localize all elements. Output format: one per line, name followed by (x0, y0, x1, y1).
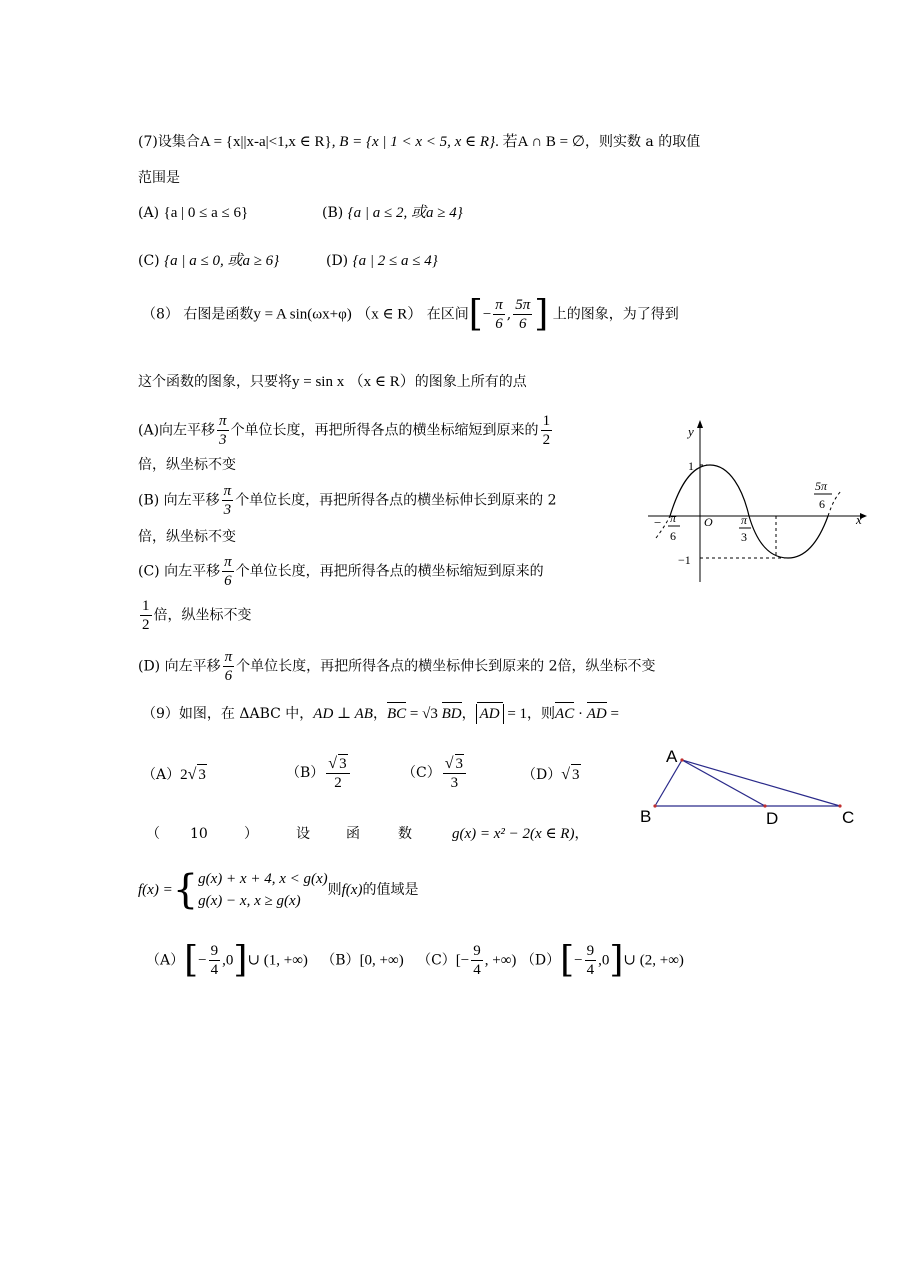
q7-option-c (138, 251, 279, 271)
q7-option-b-label: (B) (322, 205, 344, 221)
q7-stem (138, 132, 700, 152)
q7-option-d-label: (D) (326, 253, 349, 269)
q9-option-b: （B） $\frac{√ 3}{2}$ (286, 754, 352, 792)
left-tick-den: 6 (670, 529, 676, 543)
right-tick-num: 5π (815, 479, 828, 493)
q10-word1: 设 (296, 826, 310, 842)
q7-option-c-text: {a | a ≤ 0, 或a ≥ 6} (164, 253, 280, 269)
x-axis-label: x (856, 512, 862, 527)
left-tick-num: π (670, 511, 677, 525)
point-d-label: D (766, 809, 779, 828)
q10-gdef: g(x) = x² − 2(x ∈ R)， (452, 826, 589, 842)
q7-line2: 范围是 (138, 170, 180, 186)
q9-stem: （9）如图，在 ΔABC 中，AD ⊥ AB，BC = √3 BD， AD = 1，则AC · AD = (142, 706, 619, 722)
q8-text1: 右图是函数 (183, 306, 254, 323)
q8-right-bracket: ] (534, 293, 549, 335)
q9-vec-bc: BC (386, 706, 407, 722)
q8-option-b: (B) 向左平移 $\frac{\pi}{3}$ 个单位长度，再把所得各点的横坐标伸长到原来的 2 (138, 483, 557, 518)
q10-fdef: f(x) ={ g(x) + x + 4, x < g(x) g(x) − x, x ≥ g(x) 则f(x)的值域是 (138, 867, 419, 913)
q10-options: （A）[− $\frac{9}{4}$ ,0]∪ (1, +∞) （B）[0, +∞) （C）[− $\frac{9}{4}$ , +∞) （D）[− $\frac{9}{4}$ ,0]∪ (2, +∞) (146, 939, 684, 981)
q7-option-c-label: (C) (138, 253, 160, 269)
q8-line2-a: 这个函数的图象，只要将 (138, 374, 292, 390)
q8-line2-func: y = sin x (292, 374, 345, 390)
q8-text3: 上的图象，为了得到 (552, 306, 679, 323)
q7-setB: , B = {x | 1 < x < 5, x ∈ R} (331, 134, 496, 150)
q9-option-d: （D）√ 3 (522, 766, 580, 783)
q7-prefix: (7)设集合 (138, 134, 200, 150)
q10-cases: g(x) + x + 4, x < g(x) g(x) − x, x ≥ g(x) (198, 871, 328, 909)
q9-vec-ac: AC (555, 706, 575, 722)
vertex-c-label: C (842, 808, 855, 827)
y-axis-label: y (688, 424, 694, 439)
q7-option-a (138, 203, 248, 223)
mid-tick-den: 3 (741, 530, 747, 544)
q10-option-a-label: （A） (146, 952, 185, 969)
q7-option-a-text: {a | 0 ≤ a ≤ 6} (163, 205, 249, 221)
q10-option-d-label: （D） (520, 952, 561, 969)
q7-option-d (326, 251, 438, 271)
left-minus: − (654, 515, 662, 530)
vertex-b-label: B (640, 807, 652, 826)
q8-function: y = A sin(ωx+φ) (253, 306, 352, 323)
q8-domain: （x ∈ R） (356, 306, 423, 323)
q7-tail: ，则实数 a 的取值 (584, 134, 701, 150)
q10-f-label: f(x) = (138, 882, 173, 898)
q7-setA: A = {x||x-a|<1,x ∈ R} (199, 134, 332, 150)
q8-line2-domain: （x ∈ R） (348, 374, 415, 390)
q9-perp: AD ⊥ AB (313, 706, 373, 722)
q8-option-b-end: 倍，纵坐标不变 (138, 529, 236, 545)
q7-option-b (322, 203, 463, 223)
q8-line2 (138, 372, 527, 392)
y-axis-arrow (697, 420, 703, 428)
q8-interval-left: $\frac{\pi}{6}$ (495, 297, 503, 332)
q10-p1: （ (146, 826, 160, 842)
segment-ad (682, 760, 765, 806)
q8-stem: （8） 右图是函数y = A sin(ωx+φ) （x ∈ R） 在区间[− $\frac{\pi}{6}$ , $\frac{5\pi}{6}$ ] 上的图象，为了得到 (142, 293, 679, 335)
q9-vec-ad: AD (586, 706, 607, 722)
q7-condition: . 若A ∩ B = ∅ (495, 134, 585, 150)
q10-word2: 函 (346, 826, 360, 842)
q8-text2: 在区间 (426, 306, 469, 323)
right-tick-den: 6 (819, 497, 825, 511)
one-label: 1 (688, 459, 694, 473)
mid-tick-num: π (741, 513, 748, 527)
q8-left-bracket: [ (468, 293, 483, 335)
q9-option-c: （C） $\frac{√ 3}{3}$ (402, 754, 468, 792)
q9-abs-ad: AD (476, 704, 504, 724)
q8-option-c-end: $\frac{1}{2}$ 倍，纵坐标不变 (142, 598, 252, 633)
side-ab (655, 760, 682, 806)
neg-one-label: −1 (678, 553, 691, 567)
q10-number: 10 (190, 826, 208, 842)
q10-option-b-label: （B） (321, 952, 360, 969)
q10-word3: 数 (398, 826, 412, 842)
q10-option-c-label: （C） (417, 952, 456, 969)
q10-p2: ） (244, 826, 258, 842)
q8-option-d: (D) 向左平移 $\frac{\pi}{6}$ 个单位长度，再把所得各点的横坐标伸长到原来的 2倍，纵坐标不变 (138, 649, 656, 684)
q8-prefix: （8） (142, 306, 179, 323)
q7-option-b-text: {a | a ≤ 2, 或a ≥ 4} (347, 205, 463, 221)
vertex-a-label: A (666, 747, 678, 766)
q8-option-a: (A)向左平移 $\frac{\pi}{3}$ 个单位长度，再把所得各点的横坐标缩短到原来的 $\frac{1}{2}$ (138, 413, 551, 448)
q8-option-c: (C) 向左平移 $\frac{\pi}{6}$ 个单位长度，再把所得各点的横坐标缩短到原来的 (138, 554, 544, 589)
q9-option-a: （A）2√ 3 (142, 766, 206, 783)
origin-label: O (704, 515, 713, 529)
q8-option-a-end: 倍，纵坐标不变 (138, 457, 236, 473)
q7-option-d-text: {a | 2 ≤ a ≤ 4} (352, 253, 438, 269)
q9-vec-bd: BD (441, 706, 462, 722)
q7-option-a-label: (A) (138, 205, 160, 221)
q8-sine-graph (648, 420, 868, 590)
q9-triangle-figure (630, 740, 870, 835)
q8-line2-b: 的图象上所有的点 (414, 374, 527, 390)
side-ac (682, 760, 840, 806)
sine-curve (670, 465, 828, 558)
q8-interval-right: $\frac{5\pi}{6}$ (515, 297, 531, 332)
